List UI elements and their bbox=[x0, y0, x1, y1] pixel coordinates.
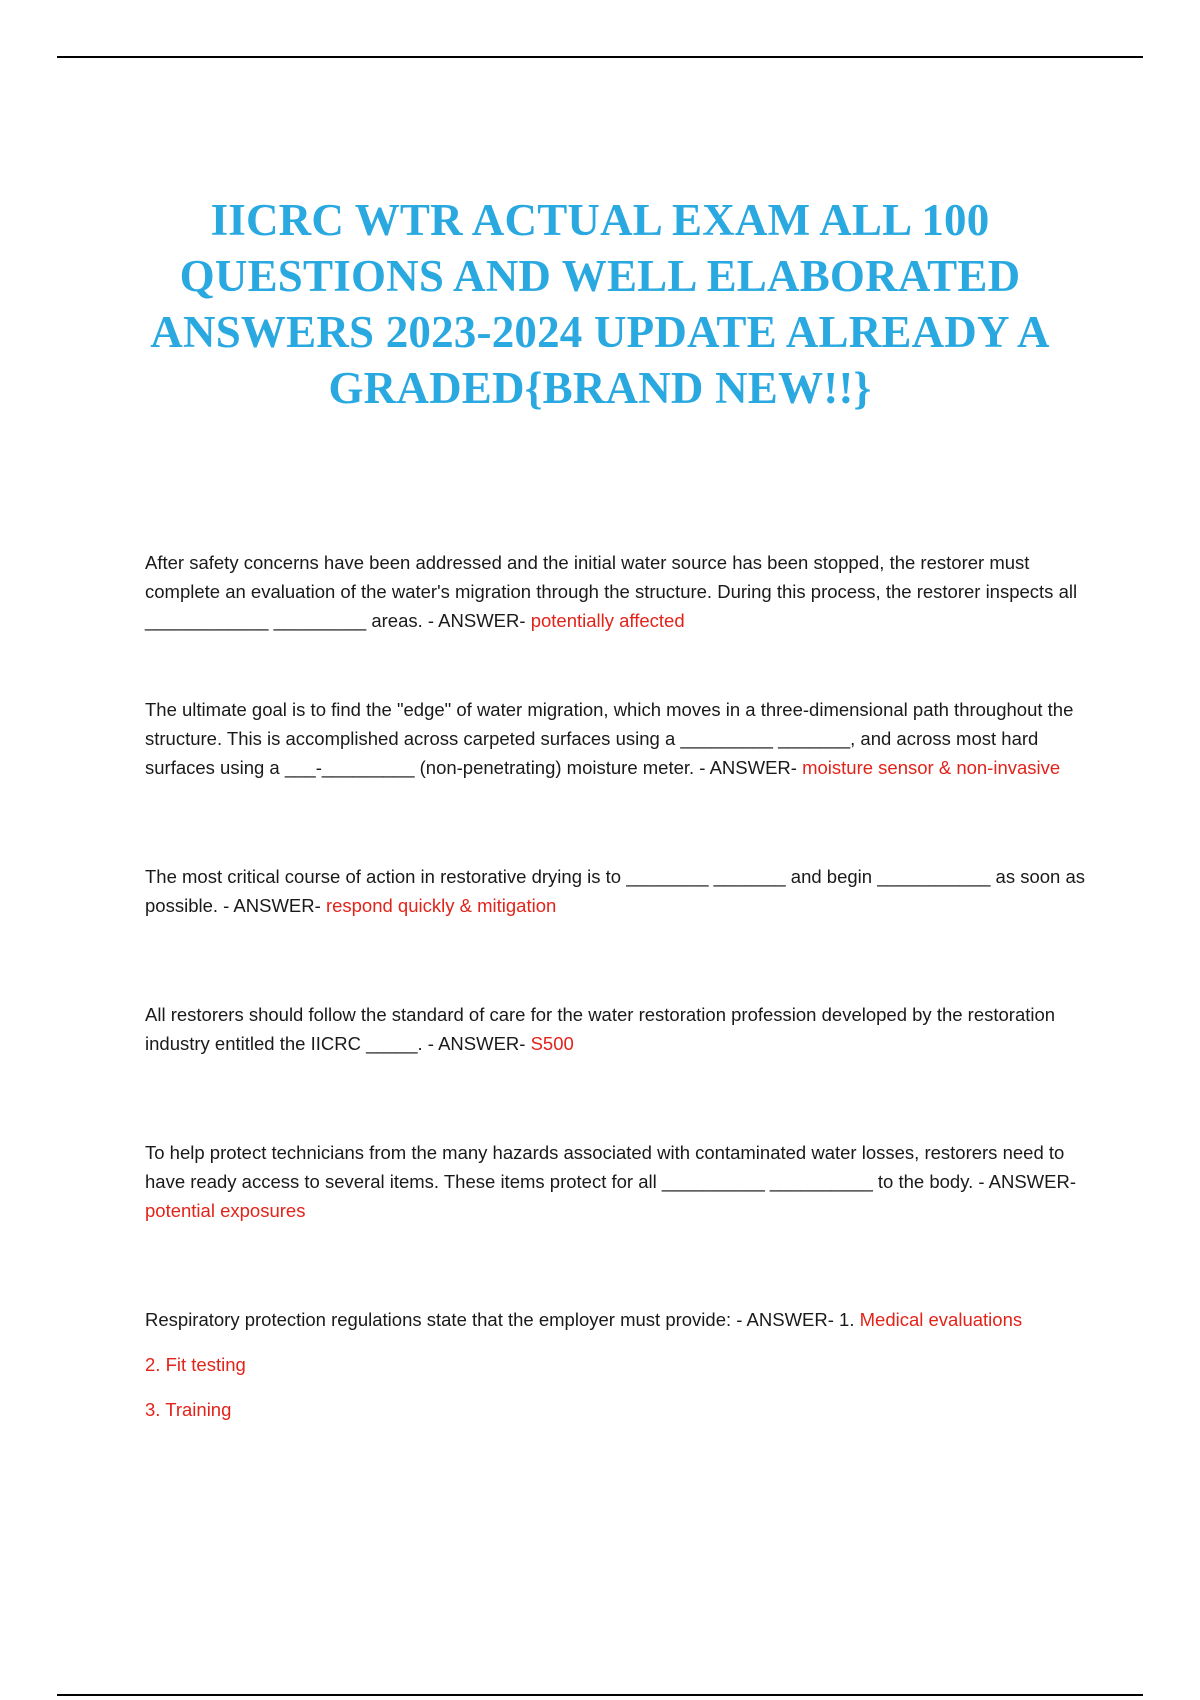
answer-text: Medical evaluations bbox=[859, 1309, 1023, 1330]
qa-list bbox=[145, 548, 1095, 1440]
question-text: To help protect technicians from the many hazards associated with contaminated water losses, restorers need to have ready access to several items. These items protect for all __________ __________ to the body. - ANSWER- bbox=[145, 1142, 1076, 1192]
qa-item bbox=[145, 1138, 1095, 1225]
qa-item bbox=[145, 695, 1095, 782]
question-text: After safety concerns have been addressed and the initial water source has been stopped, the restorer must complete an evaluation of the water's migration through the structure. During this process, the restorer inspects all ____________ _________ areas. - ANSWER- bbox=[145, 552, 1078, 631]
answer-text: moisture sensor & non-invasive bbox=[802, 757, 1061, 778]
answer-text: S500 bbox=[530, 1033, 574, 1054]
bottom-rule bbox=[57, 1694, 1143, 1696]
qa-item bbox=[145, 862, 1095, 920]
qa-item bbox=[145, 548, 1095, 635]
top-rule bbox=[57, 56, 1143, 58]
answer-text: potentially affected bbox=[530, 610, 685, 631]
document-title: IICRC WTR ACTUAL EXAM ALL 100 QUESTIONS AND WELL ELABORATED ANSWERS 2023-2024 UPDATE ALREADY A GRADED{BRAND NEW!!} bbox=[150, 195, 1050, 413]
answer-text: potential exposures bbox=[145, 1200, 306, 1221]
answer-list-item: 3. Training bbox=[145, 1399, 232, 1420]
qa-item bbox=[145, 1305, 1095, 1334]
question-text: Respiratory protection regulations state that the employer must provide: - ANSWER- 1. bbox=[145, 1309, 860, 1330]
question-text: The most critical course of action in restorative drying is to ________ _______ and begin ___________ as soon as possible. - ANSWER- bbox=[145, 866, 1086, 916]
question-text: The ultimate goal is to find the "edge" of water migration, which moves in a three-dimensional path throughout the structure. This is accomplished across carpeted surfaces using a _________ _______, and across most hard surfaces using a ___-_________ (non-penetrating) moisture meter. - ANSWER- bbox=[145, 699, 1074, 778]
answer-text: respond quickly & mitigation bbox=[325, 895, 557, 916]
answer-list-item: 2. Fit testing bbox=[145, 1354, 246, 1375]
question-text: All restorers should follow the standard of care for the water restoration profession developed by the restoration industry entitled the IICRC _____. - ANSWER- bbox=[145, 1004, 1056, 1054]
qa-item bbox=[145, 1000, 1095, 1058]
